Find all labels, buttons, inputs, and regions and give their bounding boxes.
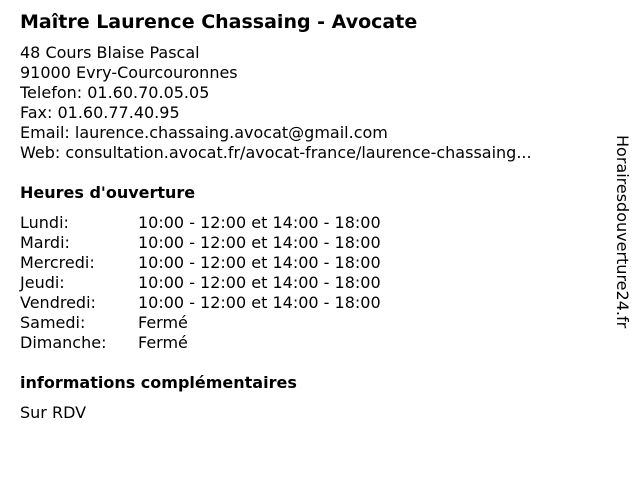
additional-info-heading: informations complémentaires (20, 373, 297, 392)
day-label: Samedi: (20, 313, 86, 332)
day-hours: Fermé (138, 313, 188, 332)
day-label: Vendredi: (20, 293, 96, 312)
web-line: Web: consultation.avocat.fr/avocat-france/laurence-chassaing... (20, 143, 532, 162)
day-label: Mardi: (20, 233, 70, 252)
day-label: Mercredi: (20, 253, 95, 272)
page-title: Maître Laurence Chassaing - Avocate (20, 11, 418, 33)
additional-info-text: Sur RDV (20, 403, 87, 422)
day-label: Jeudi: (20, 273, 65, 292)
phone-line: Telefon: 01.60.70.05.05 (20, 83, 210, 102)
day-hours: Fermé (138, 333, 188, 352)
fax-line: Fax: 01.60.77.40.95 (20, 103, 180, 122)
day-hours: 10:00 - 12:00 et 14:00 - 18:00 (138, 253, 381, 272)
day-label: Dimanche: (20, 333, 107, 352)
day-hours: 10:00 - 12:00 et 14:00 - 18:00 (138, 213, 381, 232)
day-hours: 10:00 - 12:00 et 14:00 - 18:00 (138, 273, 381, 292)
day-hours: 10:00 - 12:00 et 14:00 - 18:00 (138, 293, 381, 312)
email-line: Email: laurence.chassaing.avocat@gmail.com (20, 123, 388, 142)
site-watermark: Horairesdouverture24.fr (613, 135, 632, 329)
hours-heading: Heures d'ouverture (20, 183, 196, 202)
postal-city: 91000 Evry-Courcouronnes (20, 63, 238, 82)
day-label: Lundi: (20, 213, 69, 232)
address-block (20, 43, 532, 163)
street-address: 48 Cours Blaise Pascal (20, 43, 200, 62)
day-hours: 10:00 - 12:00 et 14:00 - 18:00 (138, 233, 381, 252)
